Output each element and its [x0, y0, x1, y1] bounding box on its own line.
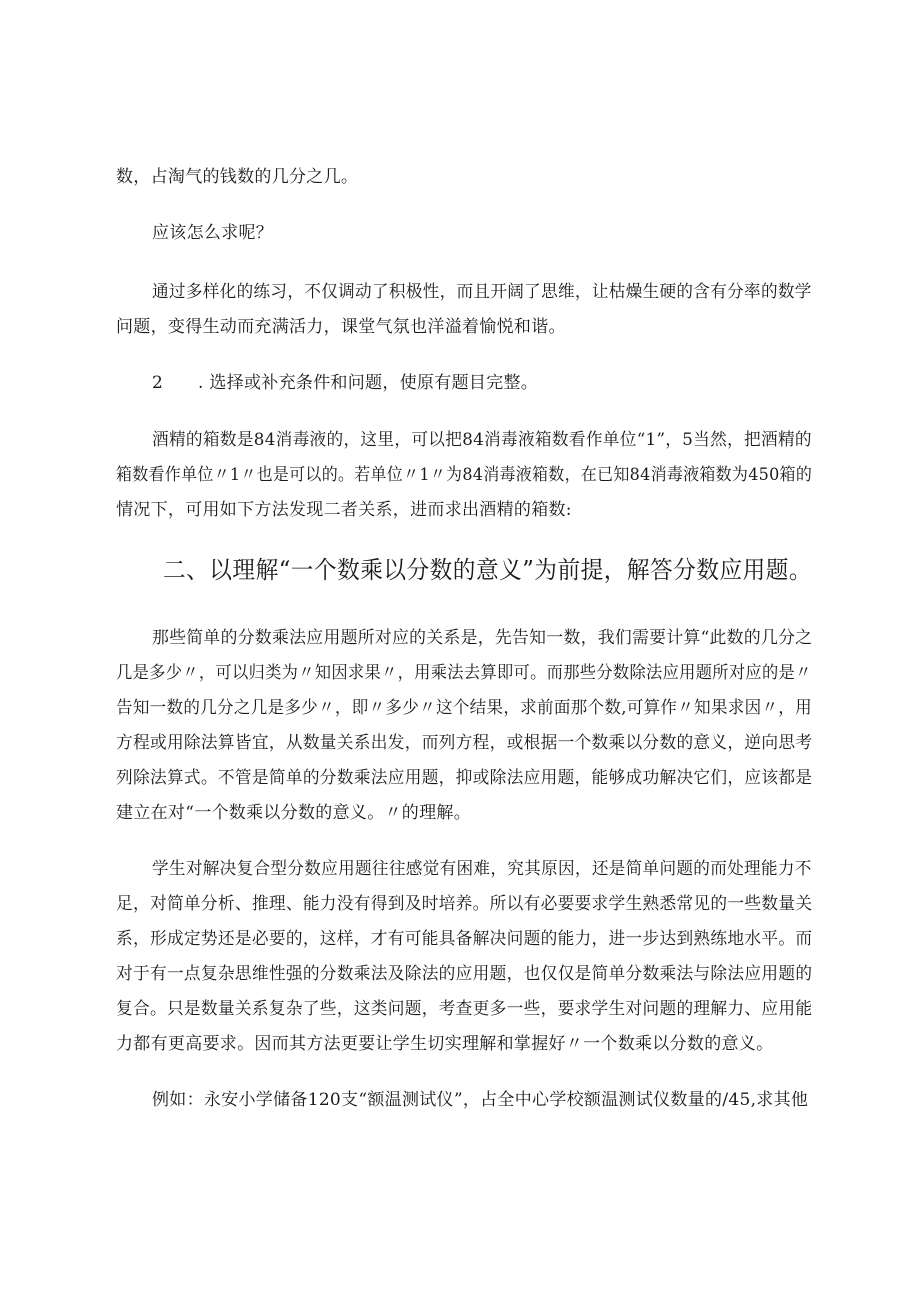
paragraph-line: 情况下，可用如下方法发现二者关系，进而求出酒精的箱数: [116, 500, 572, 520]
paragraph-line: 对于有一点复杂思维性强的分数乘法及除法的应用题，也仅仅是简单分数乘法与除法应用题的 [116, 964, 813, 984]
paragraph-line: 问题，变得生动而充满活力，课堂气氛也洋溢着愉悦和谐。 [116, 317, 566, 337]
section-heading: 二、以理解“一个数乘以分数的意义”为前提，解答分数应用题。 [163, 556, 813, 584]
paragraph-line: 建立在对“一个数乘以分数的意义。〃的理解。 [116, 803, 471, 823]
paragraph-line: 箱数看作单位〃1〃也是可以的。若单位〃1〃为84消毒液箱数，在已知84消毒液箱数为450箱的 [116, 465, 813, 485]
paragraph-line: 几是多少〃，可以归类为〃知因求果〃，用乘法去算即可。而那些分数除法应用题所对应的是〃 [116, 663, 812, 683]
list-number: 2 [152, 373, 163, 393]
paragraph-line: 足，对简单分析、推理、能力没有得到及时培养。所以有必要要求学生熟悉常见的一些数量关 [116, 894, 813, 914]
paragraph-line: 复合。只是数量关系复杂了些，这类问题，考查更多一些，要求学生对问题的理解力、应用能 [116, 999, 813, 1019]
paragraph-line: 系，形成定势还是必要的，这样，才有可能具备解决问题的能力，进一步达到熟练地水平。而 [116, 929, 813, 949]
paragraph-line: 酒精的箱数是84消毒液的，这里，可以把84消毒液箱数看作单位“1”，5当然，把酒精的 [152, 430, 812, 450]
paragraph-line: 列除法算式。不管是简单的分数乘法应用题，抑或除法应用题，能够成功解决它们，应该都是 [116, 768, 813, 788]
list-item-text: . 选择或补充条件和问题，使原有题目完整。 [198, 373, 539, 393]
paragraph-line: 例如：永安小学储备120支“额温测试仪”，占全中心学校额温测试仪数量的/45,求其他 [152, 1090, 809, 1110]
paragraph-line: 方程或用除法算皆宜，从数量关系出发，而列方程，或根据一个数乘以分数的意义，逆向思考 [116, 733, 813, 753]
paragraph-line: 学生对解决复合型分数应用题往往感觉有困难，究其原因，还是简单问题的而处理能力不 [152, 859, 812, 879]
paragraph-line: 告知一数的几分之几是多少〃，即〃多少〃这个结果，求前面那个数,可算作〃知果求因〃，用 [116, 698, 812, 718]
paragraph-line: 通过多样化的练习，不仅调动了积极性，而且开阔了思维，让枯燥生硬的含有分率的数学 [152, 282, 812, 302]
paragraph-line: 数，占淘气的钱数的几分之几。 [116, 167, 359, 187]
paragraph-line: 应该怎么求呢？ [152, 223, 274, 243]
paragraph-line: 那些简单的分数乘法应用题所对应的关系是，先告知一数，我们需要计算“此数的几分之 [152, 628, 813, 648]
paragraph-line: 力都有更高要求。因而其方法更要让学生切实理解和掌握好〃一个数乘以分数的意义。 [116, 1034, 774, 1054]
